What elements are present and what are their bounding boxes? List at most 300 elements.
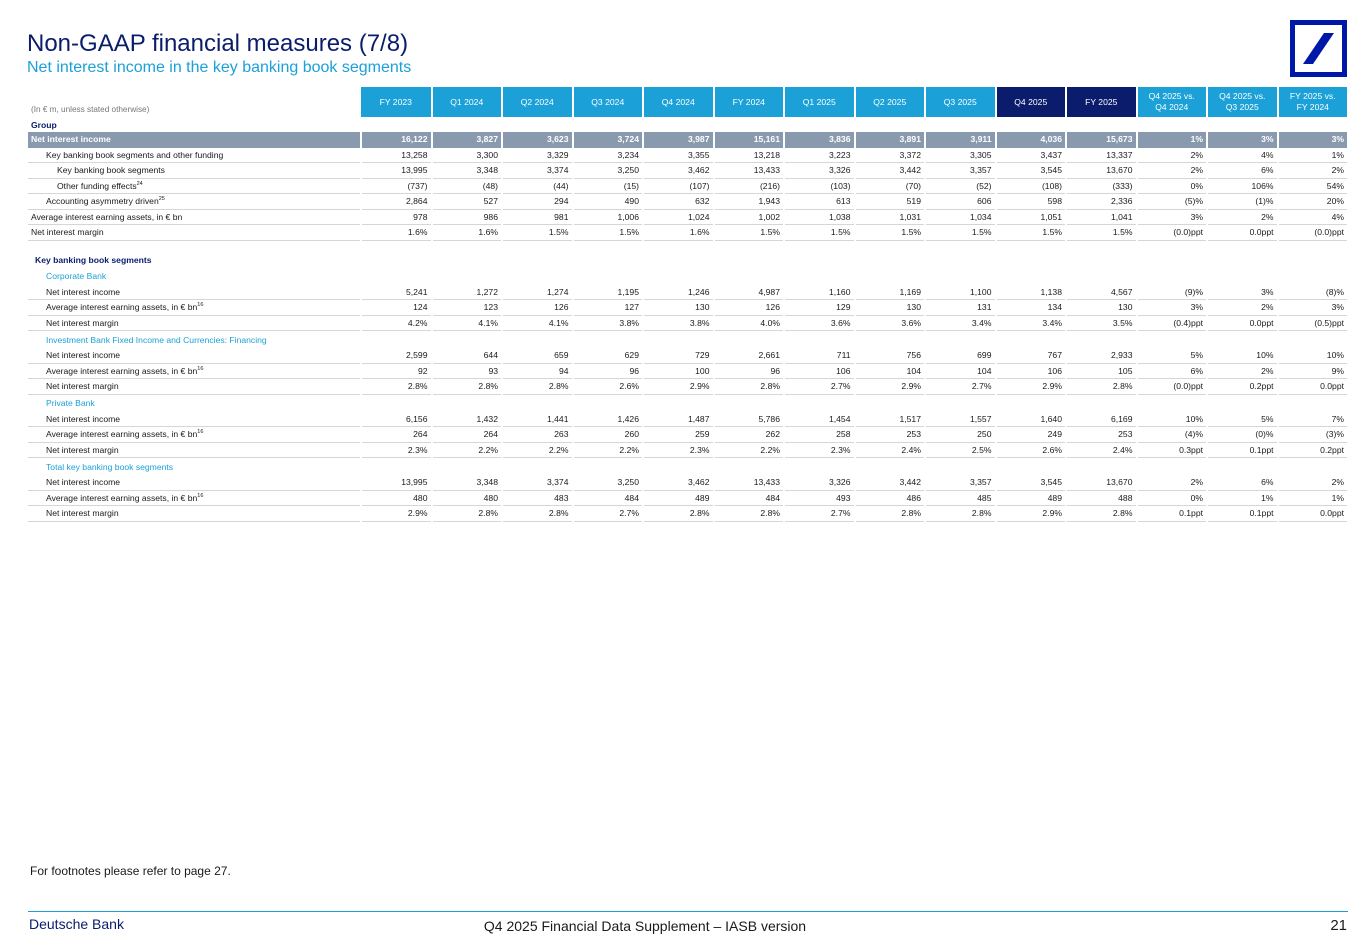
table-cell: 2.7%: [784, 379, 855, 395]
table-cell: 264: [361, 427, 432, 443]
table-cell: 485: [925, 490, 996, 506]
table-cell: 106: [996, 363, 1067, 379]
column-header: FY 2023: [361, 87, 432, 117]
table-cell: 659: [502, 348, 573, 363]
table-cell: 13,995: [361, 163, 432, 179]
table-cell: 4.0%: [714, 315, 785, 331]
table-cell: 486: [855, 490, 926, 506]
section-label-row: [28, 394, 1348, 412]
table-cell: 1%: [1278, 490, 1349, 506]
table-cell: 2.8%: [1066, 379, 1137, 395]
table-cell: 13,337: [1066, 147, 1137, 163]
table-cell: 1,246: [643, 285, 714, 300]
table-cell: 644: [432, 348, 503, 363]
table-cell: 94: [502, 363, 573, 379]
table-cell: (1)%: [1207, 194, 1278, 210]
table-cell: 249: [996, 427, 1067, 443]
table-cell: 2.9%: [361, 506, 432, 522]
table-cell: 0.2ppt: [1278, 442, 1349, 458]
table-row: [28, 315, 1348, 331]
table-cell: 6%: [1207, 475, 1278, 490]
table-cell: 3.5%: [1066, 315, 1137, 331]
table-cell: 3,348: [432, 163, 503, 179]
table-cell: 480: [432, 490, 503, 506]
table-cell: 4.1%: [432, 315, 503, 331]
group-label: Key banking book segments: [35, 255, 152, 265]
column-header: Q1 2025: [784, 87, 855, 117]
table-cell: 2.8%: [502, 379, 573, 395]
table-cell: 294: [502, 194, 573, 210]
table-cell: 2.2%: [432, 442, 503, 458]
table-cell: 9%: [1278, 363, 1349, 379]
column-header: Q4 2024: [643, 87, 714, 117]
table-cell: 0.0ppt: [1278, 506, 1349, 522]
table-cell: 2.8%: [714, 506, 785, 522]
table-cell: 96: [573, 363, 644, 379]
table-cell: 2%: [1137, 163, 1208, 179]
row-label: Key banking book segments and other funding: [28, 147, 361, 163]
table-cell: 0.1ppt: [1207, 442, 1278, 458]
table-cell: 3,437: [996, 147, 1067, 163]
table-cell: (108): [996, 178, 1067, 194]
table-cell: 0.3ppt: [1137, 442, 1208, 458]
table-cell: 1.6%: [432, 225, 503, 241]
table-cell: 1,100: [925, 285, 996, 300]
table-cell: 1,051: [996, 209, 1067, 225]
table-cell: (9)%: [1137, 285, 1208, 300]
column-header: Q4 2025 vs. Q4 2024: [1137, 87, 1208, 117]
table-cell: 3,372: [855, 147, 926, 163]
table-cell: (8)%: [1278, 285, 1349, 300]
table-cell: 3,329: [502, 147, 573, 163]
section-label-row: [28, 331, 1348, 349]
footnote-ref: 24: [136, 180, 143, 187]
table-cell: 2%: [1278, 475, 1349, 490]
table-cell: 126: [502, 300, 573, 316]
table-cell: 0%: [1137, 490, 1208, 506]
table-cell: 2.3%: [361, 442, 432, 458]
footnote-ref: 16: [197, 302, 204, 309]
table-cell: 2.2%: [714, 442, 785, 458]
group-label-row: [28, 117, 1348, 132]
table-cell: 2.4%: [855, 442, 926, 458]
table-cell: 3%: [1137, 300, 1208, 316]
table-cell: 15,673: [1066, 132, 1137, 147]
table-cell: 1,041: [1066, 209, 1137, 225]
table-cell: 20%: [1278, 194, 1349, 210]
table-cell: 1,160: [784, 285, 855, 300]
table-cell: 1,454: [784, 412, 855, 427]
table-cell: 2.7%: [573, 506, 644, 522]
table-cell: 131: [925, 300, 996, 316]
table-cell: (15): [573, 178, 644, 194]
row-label: Net interest income: [28, 285, 361, 300]
table-cell: 699: [925, 348, 996, 363]
table-cell: 15,161: [714, 132, 785, 147]
table-cell: 1,426: [573, 412, 644, 427]
table-cell: 0.0ppt: [1207, 225, 1278, 241]
table-cell: 711: [784, 348, 855, 363]
table-cell: 0.0ppt: [1207, 315, 1278, 331]
table-cell: 1,169: [855, 285, 926, 300]
footnote-ref: 25: [158, 196, 165, 203]
table-cell: 106%: [1207, 178, 1278, 194]
table-row: [28, 442, 1348, 458]
table-row: [28, 209, 1348, 225]
table-cell: 5,241: [361, 285, 432, 300]
table-cell: 1%: [1278, 147, 1349, 163]
table-cell: 3,374: [502, 475, 573, 490]
table-cell: 1,517: [855, 412, 926, 427]
table-cell: 2.9%: [996, 379, 1067, 395]
table-cell: 2.8%: [714, 379, 785, 395]
section-label: Total key banking book segments: [46, 461, 174, 472]
table-cell: 489: [996, 490, 1067, 506]
row-label: Net interest margin: [28, 315, 361, 331]
table-cell: 2.4%: [1066, 442, 1137, 458]
row-label: Average interest earning assets, in € $bn^{16}$: [28, 363, 361, 379]
table-cell: 4,567: [1066, 285, 1137, 300]
table-row: [28, 490, 1348, 506]
table-cell: 10%: [1137, 412, 1208, 427]
table-cell: 1,024: [643, 209, 714, 225]
table-cell: 1.5%: [855, 225, 926, 241]
table-cell: 480: [361, 490, 432, 506]
table-cell: 1%: [1137, 132, 1208, 147]
table-row: [28, 225, 1348, 241]
table-cell: (0.0)ppt: [1137, 225, 1208, 241]
column-header: Q3 2025: [925, 87, 996, 117]
table-cell: 2,336: [1066, 194, 1137, 210]
table-row: [28, 194, 1348, 210]
table-cell: 4.2%: [361, 315, 432, 331]
table-cell: 5%: [1137, 348, 1208, 363]
row-label: Net interest income: [28, 412, 361, 427]
column-header: Q4 2025: [996, 87, 1067, 117]
table-cell: (333): [1066, 178, 1137, 194]
table-cell: 3%: [1207, 132, 1278, 147]
table-cell: (216): [714, 178, 785, 194]
table-cell: 13,433: [714, 163, 785, 179]
table-cell: 519: [855, 194, 926, 210]
table-cell: 1,038: [784, 209, 855, 225]
table-cell: 2%: [1207, 209, 1278, 225]
table-cell: 3,250: [573, 475, 644, 490]
table-cell: 490: [573, 194, 644, 210]
column-header: FY 2025 vs. FY 2024: [1278, 87, 1349, 117]
table-cell: 5,786: [714, 412, 785, 427]
table-cell: 2.9%: [996, 506, 1067, 522]
table-cell: 3,326: [784, 475, 855, 490]
table-cell: (5)%: [1137, 194, 1208, 210]
row-label: Net interest income: [28, 348, 361, 363]
table-cell: 1,002: [714, 209, 785, 225]
group-label-row: [28, 253, 1348, 268]
table-cell: 54%: [1278, 178, 1349, 194]
table-cell: 13,258: [361, 147, 432, 163]
footnote-ref: 16: [197, 492, 204, 499]
table-cell: 3,348: [432, 475, 503, 490]
table-cell: 1.5%: [1066, 225, 1137, 241]
table-cell: 3,545: [996, 163, 1067, 179]
footnote-text: For footnotes please refer to page 27.: [30, 864, 231, 878]
table-cell: 1,034: [925, 209, 996, 225]
table-cell: 2%: [1207, 363, 1278, 379]
table-cell: 3,827: [432, 132, 503, 147]
table-cell: 3,462: [643, 475, 714, 490]
table-cell: (107): [643, 178, 714, 194]
table-cell: 3%: [1137, 209, 1208, 225]
table-cell: 2.2%: [573, 442, 644, 458]
financial-table: [28, 87, 1349, 522]
table-cell: 1,006: [573, 209, 644, 225]
row-label: Net interest margin: [28, 225, 361, 241]
table-cell: 2.8%: [1066, 506, 1137, 522]
table-cell: 632: [643, 194, 714, 210]
table-cell: (0)%: [1207, 427, 1278, 443]
table-cell: (0.4)ppt: [1137, 315, 1208, 331]
page-title: Non-GAAP financial measures (7/8): [27, 30, 409, 57]
table-cell: 1,487: [643, 412, 714, 427]
table-cell: 2.8%: [502, 506, 573, 522]
table-cell: 0.1ppt: [1137, 506, 1208, 522]
table-row: [28, 163, 1348, 179]
table-cell: 1%: [1207, 490, 1278, 506]
table-cell: 2,933: [1066, 348, 1137, 363]
table-cell: 483: [502, 490, 573, 506]
table-row: [28, 363, 1348, 379]
table-cell: 3,326: [784, 163, 855, 179]
row-label: Average interest earning assets, in € bn: [28, 209, 361, 225]
row-label: Other funding effects$^{24}$: [28, 178, 361, 194]
table-cell: 981: [502, 209, 573, 225]
table-cell: 3.4%: [996, 315, 1067, 331]
table-cell: (70): [855, 178, 926, 194]
table-cell: 2.9%: [643, 379, 714, 395]
table-cell: 2,864: [361, 194, 432, 210]
table-cell: 250: [925, 427, 996, 443]
row-label: Key banking book segments: [28, 163, 361, 179]
table-cell: 629: [573, 348, 644, 363]
table-cell: 3%: [1278, 300, 1349, 316]
table-cell: 2,661: [714, 348, 785, 363]
table-cell: 3%: [1207, 285, 1278, 300]
table-cell: 3,305: [925, 147, 996, 163]
column-header: Q1 2024: [432, 87, 503, 117]
table-cell: 2.5%: [925, 442, 996, 458]
document-name: Q4 2025 Financial Data Supplement – IASB version: [483, 918, 807, 934]
table-cell: 2.3%: [784, 442, 855, 458]
table-cell: 1,195: [573, 285, 644, 300]
row-label: Net interest margin: [28, 506, 361, 522]
table-cell: 260: [573, 427, 644, 443]
table-cell: 2%: [1137, 475, 1208, 490]
table-cell: 13,995: [361, 475, 432, 490]
table-cell: 3,355: [643, 147, 714, 163]
table-cell: 92: [361, 363, 432, 379]
row-label: Average interest earning assets, in € $bn^{16}$: [28, 427, 361, 443]
row-label: Net interest margin: [28, 442, 361, 458]
table-cell: 3.4%: [925, 315, 996, 331]
table-cell: (48): [432, 178, 503, 194]
row-label: Net interest income: [28, 132, 361, 147]
table-row: [28, 348, 1348, 363]
spacer-row: [28, 240, 1348, 253]
table-cell: 16,122: [361, 132, 432, 147]
table-cell: 1.5%: [784, 225, 855, 241]
table-cell: 96: [714, 363, 785, 379]
table-cell: 3,442: [855, 163, 926, 179]
table-cell: 3,987: [643, 132, 714, 147]
table-cell: (0.5)ppt: [1278, 315, 1349, 331]
table-cell: 3.6%: [784, 315, 855, 331]
table-cell: 130: [1066, 300, 1137, 316]
table-cell: 104: [925, 363, 996, 379]
table-cell: 3.8%: [643, 315, 714, 331]
table-cell: 4.1%: [502, 315, 573, 331]
table-cell: 1.5%: [996, 225, 1067, 241]
table-cell: 1,138: [996, 285, 1067, 300]
table-row: [28, 427, 1348, 443]
page-number: 21: [1330, 917, 1347, 934]
table-cell: 0.0ppt: [1278, 379, 1349, 395]
table-cell: 3,724: [573, 132, 644, 147]
table-cell: (44): [502, 178, 573, 194]
table-cell: (103): [784, 178, 855, 194]
table-cell: 484: [714, 490, 785, 506]
deutsche-bank-logo-icon: [1290, 20, 1347, 77]
table-cell: 0.1ppt: [1207, 506, 1278, 522]
column-header: Q2 2025: [855, 87, 926, 117]
table-cell: (0.0)ppt: [1278, 225, 1349, 241]
table-cell: 6,156: [361, 412, 432, 427]
table-cell: 126: [714, 300, 785, 316]
table-row: [28, 506, 1348, 522]
section-label: Investment Bank Fixed Income and Currencies: Financing: [46, 334, 267, 345]
table-cell: 489: [643, 490, 714, 506]
table-cell: 123: [432, 300, 503, 316]
table-cell: 1,031: [855, 209, 926, 225]
table-cell: 3,836: [784, 132, 855, 147]
table-cell: 2%: [1207, 300, 1278, 316]
table-cell: 3,442: [855, 475, 926, 490]
table-cell: 253: [1066, 427, 1137, 443]
table-cell: 3,462: [643, 163, 714, 179]
table-row: [28, 379, 1348, 395]
table-cell: 493: [784, 490, 855, 506]
table-cell: (52): [925, 178, 996, 194]
table-cell: 3,357: [925, 163, 996, 179]
row-label: Average interest earning assets, in € $bn^{16}$: [28, 490, 361, 506]
table-cell: 259: [643, 427, 714, 443]
table-cell: 986: [432, 209, 503, 225]
table-row: [28, 412, 1348, 427]
table-cell: 263: [502, 427, 573, 443]
table-cell: 606: [925, 194, 996, 210]
table-cell: 2.3%: [643, 442, 714, 458]
table-cell: 978: [361, 209, 432, 225]
table-cell: 1,272: [432, 285, 503, 300]
table-row: [28, 300, 1348, 316]
table-cell: 3,891: [855, 132, 926, 147]
table-body: [28, 117, 1348, 521]
table-cell: 262: [714, 427, 785, 443]
table-row: [28, 132, 1348, 147]
column-header: FY 2025: [1066, 87, 1137, 117]
table-cell: 13,670: [1066, 475, 1137, 490]
table-cell: 4%: [1207, 147, 1278, 163]
table-cell: 10%: [1278, 348, 1349, 363]
table-cell: 729: [643, 348, 714, 363]
table-header-row: [28, 87, 1348, 117]
table-cell: (4)%: [1137, 427, 1208, 443]
table-cell: 13,218: [714, 147, 785, 163]
table-cell: (0.0)ppt: [1137, 379, 1208, 395]
table-cell: 488: [1066, 490, 1137, 506]
section-label: Corporate Bank: [46, 271, 107, 281]
table-cell: 134: [996, 300, 1067, 316]
section-label-row: [28, 458, 1348, 476]
table-row: [28, 475, 1348, 490]
footer-divider: [28, 911, 1348, 912]
page-subtitle: Net interest income in the key banking book segments: [27, 59, 412, 76]
table-cell: 3,374: [502, 163, 573, 179]
table-cell: 124: [361, 300, 432, 316]
table-cell: 3,545: [996, 475, 1067, 490]
table-cell: 3,357: [925, 475, 996, 490]
table-cell: 2%: [1137, 147, 1208, 163]
table-cell: 253: [855, 427, 926, 443]
table-cell: 2.8%: [925, 506, 996, 522]
table-cell: 1.5%: [714, 225, 785, 241]
table-cell: 1.5%: [573, 225, 644, 241]
table-cell: 2.8%: [432, 379, 503, 395]
table-cell: 527: [432, 194, 503, 210]
table-cell: 6,169: [1066, 412, 1137, 427]
table-cell: 2.8%: [855, 506, 926, 522]
table-cell: 4,987: [714, 285, 785, 300]
table-cell: 0%: [1137, 178, 1208, 194]
column-header: FY 2024: [714, 87, 785, 117]
table-cell: 1,432: [432, 412, 503, 427]
section-label-row: [28, 268, 1348, 285]
table-cell: 3,623: [502, 132, 573, 147]
table-cell: 2.7%: [925, 379, 996, 395]
table-cell: 1,943: [714, 194, 785, 210]
table-cell: 1,274: [502, 285, 573, 300]
table-cell: 106: [784, 363, 855, 379]
table-cell: 130: [855, 300, 926, 316]
table-cell: 3,250: [573, 163, 644, 179]
row-label: Net interest margin: [28, 379, 361, 395]
table-cell: 3,223: [784, 147, 855, 163]
table-cell: 767: [996, 348, 1067, 363]
column-header: Q4 2025 vs. Q3 2025: [1207, 87, 1278, 117]
table-cell: 3.6%: [855, 315, 926, 331]
table-cell: 2.8%: [643, 506, 714, 522]
table-cell: 2.6%: [996, 442, 1067, 458]
table-cell: 2.8%: [361, 379, 432, 395]
footnote-ref: 16: [197, 429, 204, 436]
table-cell: 130: [643, 300, 714, 316]
table-cell: 2.9%: [855, 379, 926, 395]
table-cell: 6%: [1207, 163, 1278, 179]
table-cell: 1.6%: [361, 225, 432, 241]
footnote-ref: 16: [197, 365, 204, 372]
brand-name: Deutsche Bank: [29, 916, 124, 932]
unit-label: (In € m, unless stated otherwise): [28, 87, 361, 117]
table-cell: 1,441: [502, 412, 573, 427]
